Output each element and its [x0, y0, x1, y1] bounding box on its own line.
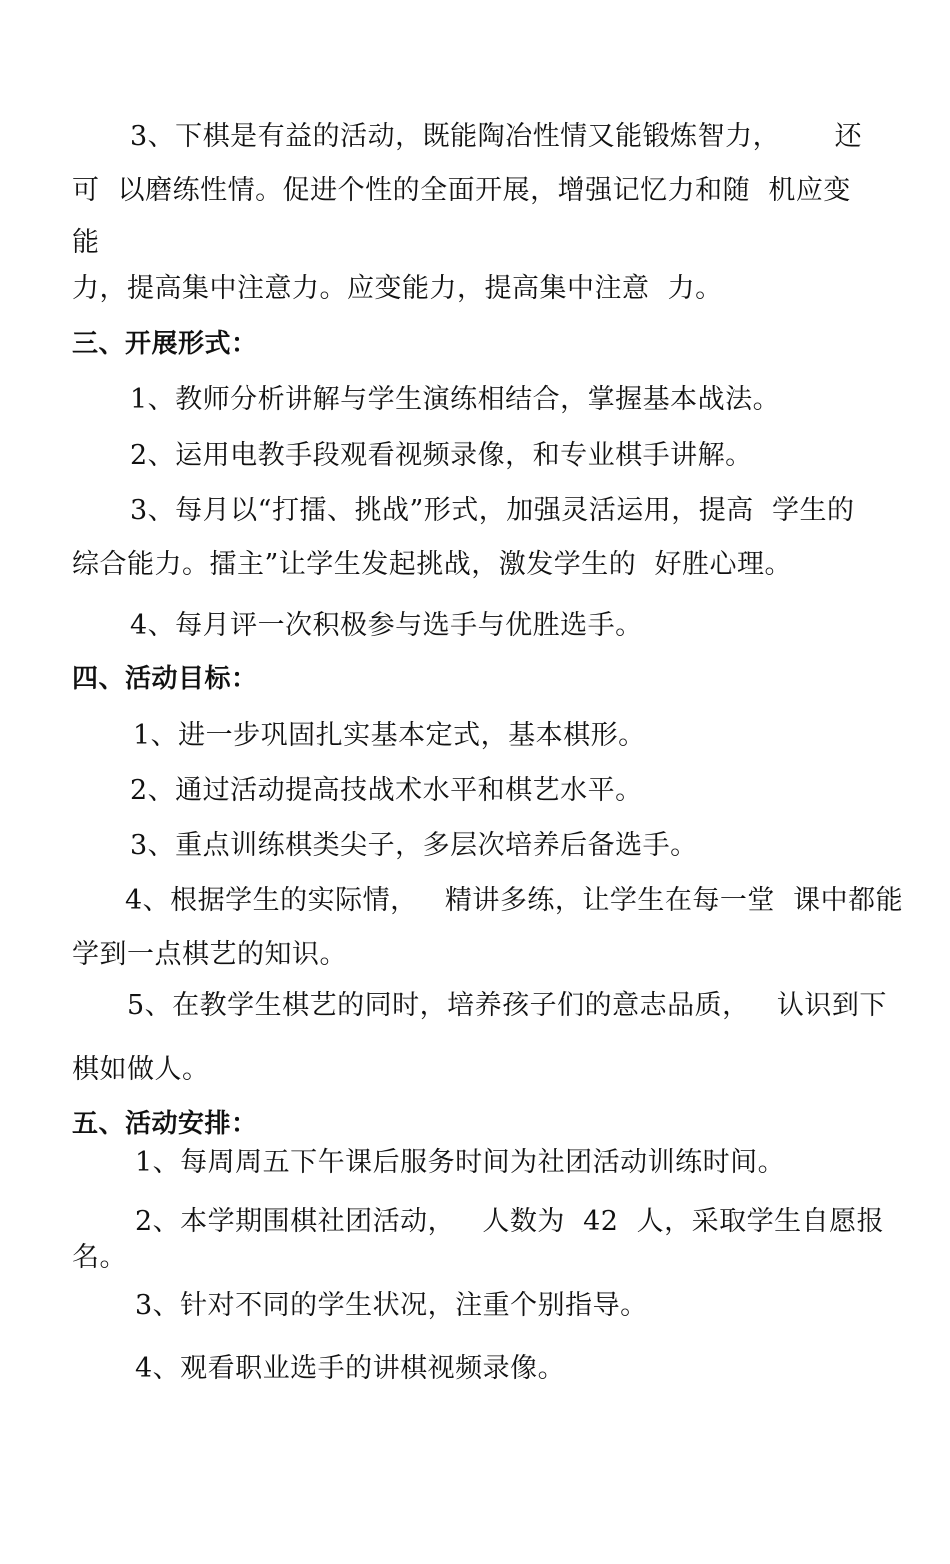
section-heading-4: 四、活动目标： — [72, 664, 258, 694]
paragraph-line: 2、通过活动提高技战术水平和棋艺水平。 — [130, 775, 643, 806]
paragraph-line: 棋如做人。 — [72, 1054, 210, 1085]
paragraph-line: 4、每月评一次积极参与选手与优胜选手。 — [130, 610, 643, 641]
paragraph-line: 3、针对不同的学生状况，注重个别指导。 — [135, 1290, 648, 1321]
paragraph-line: 3、每月以“打擂、挑战”形式，加强灵活运用，提高 学生的 — [130, 495, 855, 526]
section-heading-5: 五、活动安排： — [72, 1109, 258, 1139]
paragraph-line: 可 以磨练性情。促进个性的全面开展，增强记忆力和随 机应变 — [72, 175, 851, 206]
paragraph-line: 3、重点训练棋类尖子，多层次培养后备选手。 — [130, 830, 698, 861]
paragraph-line: 5、在教学生棋艺的同时，培养孩子们的意志品质， 认识到下 — [127, 990, 887, 1021]
paragraph-line: 4、观看职业选手的讲棋视频录像。 — [135, 1353, 566, 1384]
paragraph-line: 2、运用电教手段观看视频录像，和专业棋手讲解。 — [130, 440, 753, 471]
paragraph-line: 学到一点棋艺的知识。 — [72, 939, 347, 970]
paragraph-line: 4、根据学生的实际情， 精讲多练，让学生在每一堂 课中都能 — [125, 885, 904, 916]
paragraph-line: 力，提高集中注意力。应变能力，提高集中注意 力。 — [72, 273, 723, 304]
paragraph-line: 2、本学期围棋社团活动， 人数为 42 人，采取学生自愿报 — [135, 1206, 885, 1237]
section-heading-3: 三、开展形式： — [72, 329, 258, 359]
paragraph-line: 能 — [72, 227, 100, 258]
paragraph-line: 1、进一步巩固扎实基本定式，基本棋形。 — [133, 720, 646, 751]
paragraph-line: 3、下棋是有益的活动，既能陶冶性情又能锻炼智力， 还 — [130, 121, 863, 152]
paragraph-line: 1、教师分析讲解与学生演练相结合，掌握基本战法。 — [130, 384, 781, 415]
paragraph-line: 1、每周周五下午课后服务时间为社团活动训练时间。 — [135, 1147, 786, 1178]
paragraph-line: 综合能力。擂主”让学生发起挑战，激发学生的 好胜心理。 — [72, 549, 792, 580]
paragraph-line: 名。 — [72, 1242, 127, 1273]
